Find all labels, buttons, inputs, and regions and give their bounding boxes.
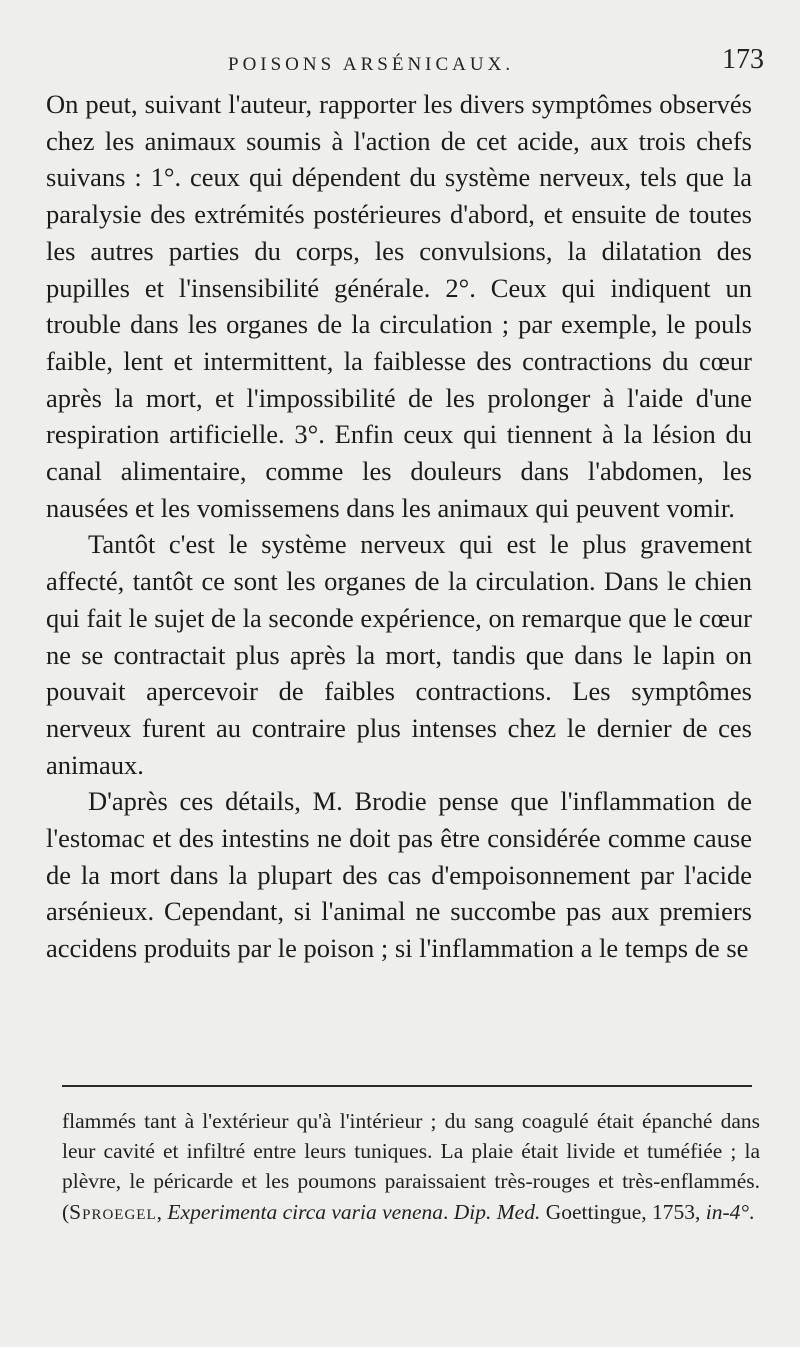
footnote-separator: , xyxy=(156,1199,168,1224)
main-text xyxy=(46,86,752,967)
paragraph: Tantôt c'est le système nerveux qui est le plus gravement affecté, tantôt ce sont les organes de la circulation. Dans le chien qui fait le sujet de la seconde expérience, on remarque que le cœur ne se contractait plus après la mort, tandis que dans le lapin on pouvait apercevoir de faibles contractions. Les symptômes nerveux furent au contraire plus intenses chez le dernier de ces animaux. xyxy=(46,529,752,780)
footnote-separator: . xyxy=(443,1199,454,1224)
footnote-format: in-4° xyxy=(705,1199,749,1224)
footnote-dissertation: Dip. Med. xyxy=(453,1199,541,1224)
footnote-author: Sproegel xyxy=(69,1199,157,1224)
footnote xyxy=(62,1106,760,1227)
footnote-text: flammés tant à l'extérieur qu'à l'intérieur ; du sang coagulé était épanché dans leur cavité et infiltré entre leurs tuniques. La plaie était livide et tuméfiée ; la plèvre, le péricarde et les poumons paraissaient très-rouges et très-enflammés. ( xyxy=(62,1109,760,1224)
page-header xyxy=(48,44,766,84)
footnote-closing: . xyxy=(749,1199,755,1224)
footnote-place-date: Goettingue, 1753, xyxy=(540,1199,706,1224)
running-title: POISONS ARSÉNICAUX. xyxy=(228,54,515,75)
footnote-work-title: Experimenta circa varia venena xyxy=(167,1199,444,1224)
paragraph: On peut, suivant l'auteur, rapporter les divers symptômes observés chez les animaux soumis à l'action de cet acide, aux trois chefs suivans : 1°. ceux qui dépendent du système nerveux, tels que la paralysie des extrémités postérieures d'abord, et ensuite de toutes les autres parties du corps, les convulsions, la dilatation des pupilles et l'insensibilité générale. 2°. Ceux qui indiquent un trouble dans les organes de la circulation ; par exemple, le pouls faible, lent et intermittent, la faiblesse des contractions du cœur après la mort, et l'impossibilité de les prolonger à l'aide d'une respiration artificielle. 3°. Enfin ceux qui tiennent à la lésion du canal alimentaire, comme les douleurs dans l'abdomen, les nausées et les vomissemens dans les animaux qui peuvent vomir. xyxy=(46,89,752,523)
paragraph: D'après ces détails, M. Brodie pense que l'inflammation de l'estomac et des intestins ne doit pas être considérée comme cause de la mort dans la plupart des cas d'empoisonnement par l'acide arsénieux. Cependant, si l'animal ne succombe pas aux premiers accidens produits par le poison ; si l'inflammation a le temps de se xyxy=(46,786,752,964)
footnote-rule xyxy=(62,1085,752,1087)
page-number: 173 xyxy=(722,44,764,75)
